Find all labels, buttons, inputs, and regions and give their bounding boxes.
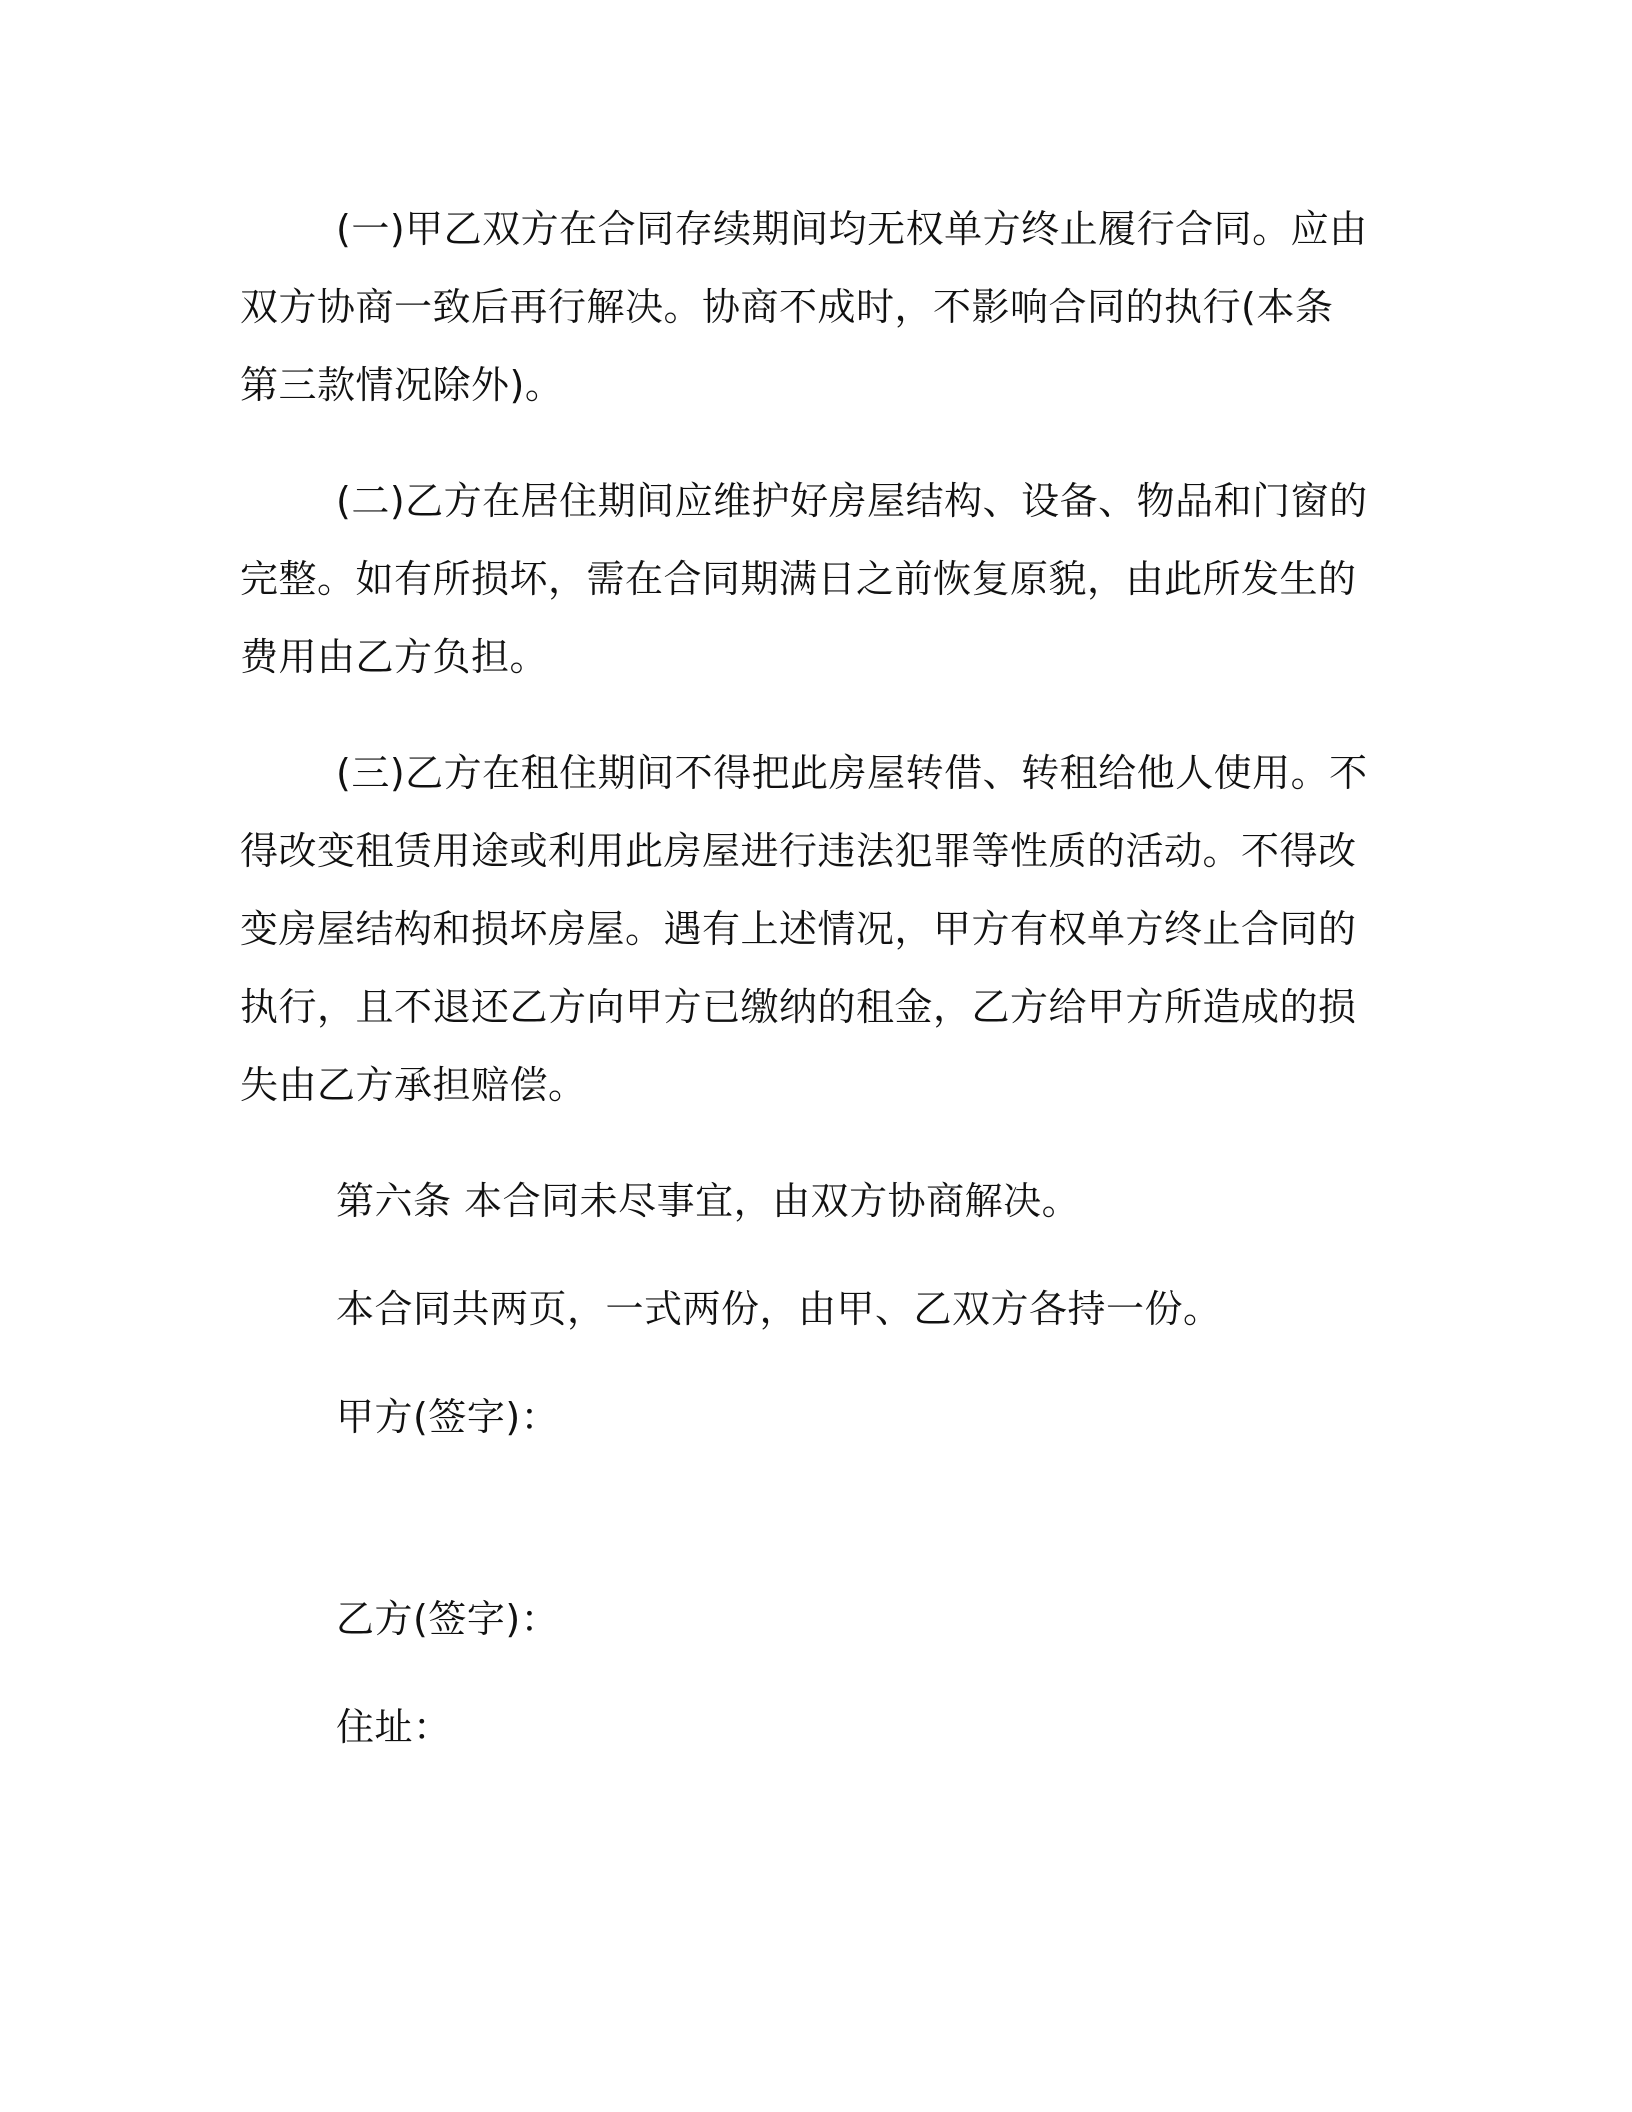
party-a-signature-label: 甲方(签字)：	[336, 1395, 560, 1439]
clause-paragraph-3: (三)乙方在租住期间不得把此房屋转借、转租给他人使用。不得改变租赁用途或利用此房屋进行违法犯罪等性质的活动。不得改变房屋结构和损坏房屋。遇有上述情况，甲方有权单方终止合同的执行，且不退还乙方向甲方已缴纳的租金，乙方给甲方所造成的损失由乙方承担赔偿。	[240, 751, 1368, 1107]
article-six: 第六条 本合同未尽事宜，由双方协商解决。	[336, 1179, 1081, 1223]
signature-space	[240, 1456, 1370, 1580]
address-label: 住址：	[336, 1705, 452, 1749]
clause-paragraph-2: (二)乙方在居住期间应维护好房屋结构、设备、物品和门窗的完整。如有所损坏，需在合同期满日之前恢复原貌，由此所发生的费用由乙方负担。	[240, 479, 1368, 679]
clause-paragraph-1: (一)甲乙双方在合同存续期间均无权单方终止履行合同。应由双方协商一致后再行解决。协商不成时，不影响合同的执行(本条第三款情况除外)。	[240, 207, 1368, 407]
party-b-signature-label: 乙方(签字)：	[336, 1597, 560, 1641]
spacer	[240, 1658, 1370, 1688]
document-body	[240, 190, 1370, 1766]
spacer	[240, 1240, 1370, 1270]
spacer	[240, 1348, 1370, 1378]
copies-statement: 本合同共两页，一式两份，由甲、乙双方各持一份。	[336, 1287, 1222, 1331]
